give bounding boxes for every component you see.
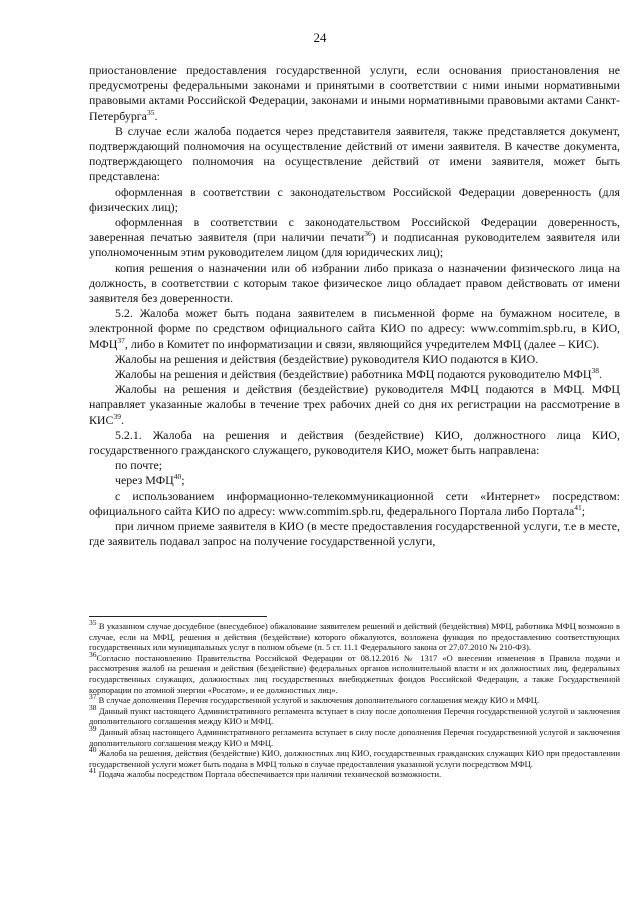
page-number: 24 (313, 30, 327, 45)
paragraph: оформленная в соответствии с законодательством Российской Федерации доверенность, заверенная печатью заявителя (при наличии печати$^{36}$) и подписанная руководителем заявителя или уполномоченным этим руководителем лицом (для юридических лиц); (89, 215, 621, 260)
footnote-ref: 40 (173, 472, 182, 482)
footnote: $^{41}$ Подача жалобы посредством Портала обеспечивается при наличии технической возможности. (89, 766, 442, 780)
footnote-number: 39 (89, 724, 97, 734)
footnote-number: 36 (89, 649, 97, 659)
footnote: $^{39}$ Данный абзац настоящего Административного регламента вступает в силу после дополнения Перечня государственной услугой и заключения дополнительного соглашения между КИО и МФЦ. (89, 724, 620, 748)
paragraph: 5.2.1. Жалоба на решения и действия (бездействие) КИО, должностного лица КИО, государственного гражданского служащего, руководителя КИО, может быть направлена: (89, 427, 620, 458)
footnote-ref: 39 (113, 411, 121, 421)
footnote-ref: 41 (574, 502, 582, 512)
paragraph: Жалобы на решения и действия (бездействие) работника МФЦ подаются руководителю МФЦ$^{38}$. (115, 366, 602, 382)
paragraph: через МФЦ$^{40}$; (115, 472, 185, 488)
footnote: $^{35}$ В указанном случае досудебное (внесудебное) обжалование заявителем решений и действий (бездействия) МФЦ, работника МФЦ возможно в случае, если на МФЦ, решения и действия (бездействие) которого обжалуются, возложена функция по предоставлению соответствующих государственных или муниципальных услуг в полном объеме (п. 5 ст. 11.1 Федерального закона от 27.07.2010 № 210-ФЗ). (89, 618, 620, 653)
main-text (89, 63, 620, 550)
footnote-divider (89, 616, 267, 617)
paragraph: Жалобы на решения и действия (бездействие) руководителя МФЦ подаются в МФЦ. МФЦ направляет указанные жалобы в течение трех рабочих дней со дня их регистрации на рассмотрение в КИС$^{39}$. (89, 382, 620, 427)
paragraph: приостановление предоставления государственной услуги, если основания приостановления не предусмотрены федеральными законами и принятыми в соответствии с ними иными нормативными правовыми актами Российской Федерации, законами и иными нормативными правовыми актами Санкт-Петербурга$^{35}$. (89, 63, 620, 123)
footnote: $^{38}$ Данный пункт настоящего Административного регламента вступает в силу после дополнения Перечня государственной услугой и заключения дополнительного соглашения между КИО и МФЦ. (89, 702, 620, 727)
footnote-number: 37 (89, 692, 97, 702)
footnote-number: 41 (89, 766, 97, 776)
footnote-ref: 38 (591, 366, 599, 376)
footnote-number: 38 (89, 702, 97, 712)
paragraph: В случае если жалоба подается через представителя заявителя, также представляется документ, подтверждающий полномочия на осуществление действий от имени заявителя. В качестве документа, подтверждающего полномочия на осуществление действий от имени заявителя, может быть представлена: (89, 123, 620, 184)
footnotes (89, 618, 620, 780)
paragraph: с использованием информационно-телекоммуникационной сети «Интернет» посредством: официального сайта КИО по адресу: www.commim.spb.ru, федерального Портала либо Портала$^{41}$; (89, 488, 620, 518)
footnote-number: 35 (89, 618, 97, 628)
paragraph: при личном приеме заявителя в КИО (в месте предоставления государственной услуги, т.е в месте, где заявитель подавал запрос на получение государственной услуги, (89, 519, 620, 549)
footnote: $^{37}$ В случае дополнения Перечня государственной услугой и заключения дополнительного соглашения между КИО и МФЦ. (89, 692, 540, 706)
paragraph: Жалобы на решения и действия (бездействие) руководителя КИО подаются в КИО. (115, 351, 539, 366)
paragraph: по почте; (115, 458, 163, 473)
paragraph: оформленная в соответствии с законодательством Российской Федерации доверенность (для физических лиц); (89, 184, 620, 214)
footnote-ref: 35 (146, 107, 155, 117)
paragraph: копия решения о назначении или об избрании либо приказа о назначении физического лица на должность, в соответствии с которым такое физическое лицо обладает правом действовать от имени заявителя без доверенности. (89, 260, 620, 306)
footnote-ref: 37 (117, 335, 125, 345)
footnote-ref: 36 (364, 229, 372, 239)
paragraph: 5.2. Жалоба может быть подана заявителем в письменной форме на бумажном носителе, в электронной форме по средством официального сайта КИО по адресу: www.commim.spb.ru, в КИО, МФЦ$^{37}$, либо в Комитет по информатизации и связи, являющийся учредителем МФЦ (далее – КИС). (89, 306, 620, 351)
footnote: $^{40}$ Жалоба на решения, действия (бездействие) КИО, должностных лиц КИО, государственных гражданских служащих КИО при предоставлении государственной услуги может быть подана в МФЦ только в случае предоставления указанной услуги посредством МФЦ. (89, 745, 620, 769)
footnote-number: 40 (89, 745, 97, 755)
footnote: $^{36}$Согласно постановлению Правительства Российской Федерации от 08.12.2016 № 1317 «О внесении изменения в Правила подачи и рассмотрения жалоб на решения и действия (бездействие) федеральных органов исполнительной власти и их должностных лиц, федеральных государственных служащих, должностных лиц государственных внебюджетных фондов Российской Федерации, а также Государственной корпорации по атомной энергии «Росатом», и ее должностных лиц». (89, 649, 620, 695)
